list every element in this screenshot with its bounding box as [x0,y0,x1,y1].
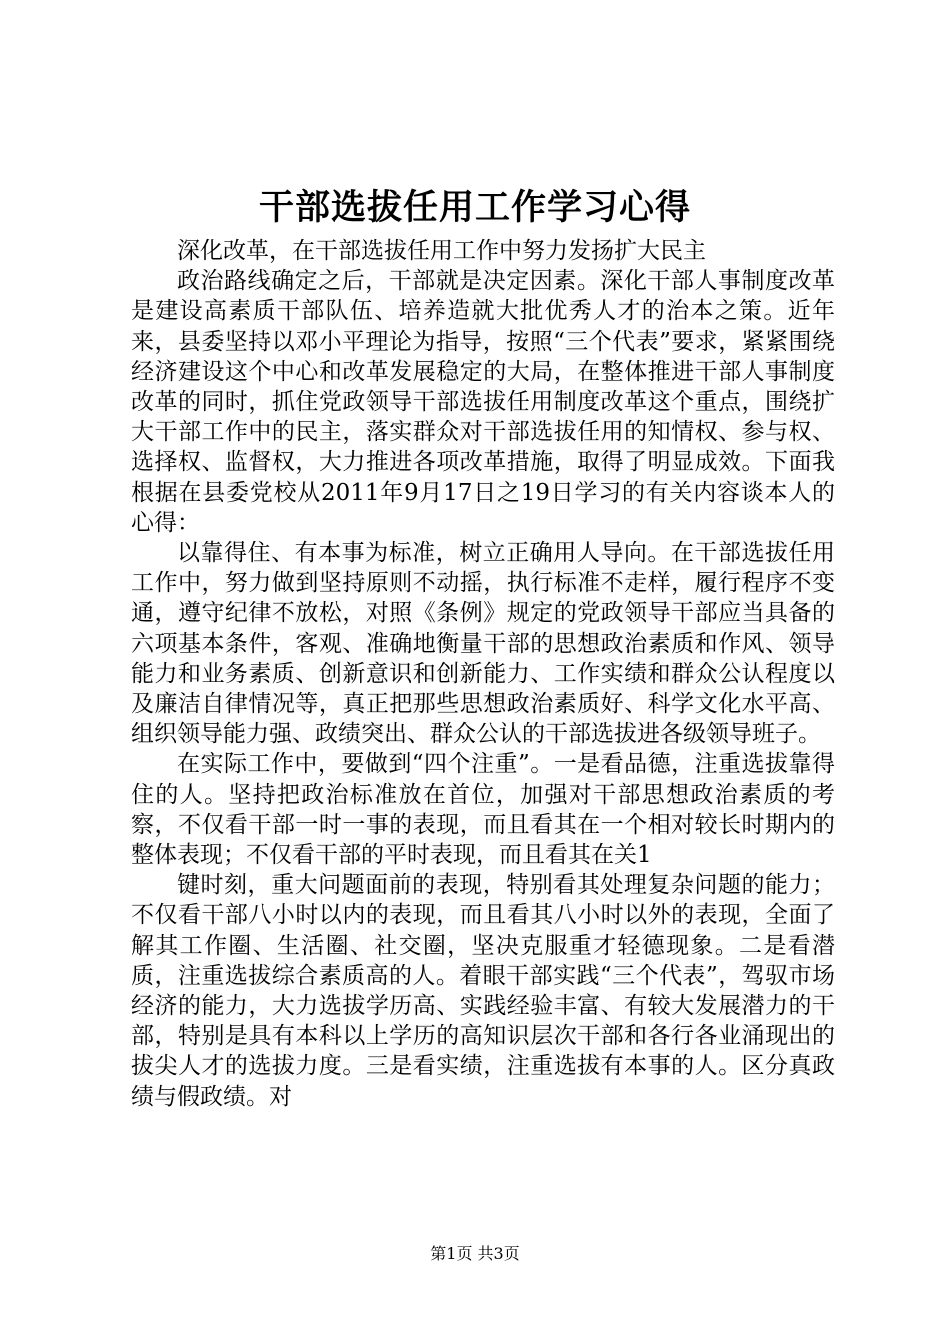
document-title: 干部选拔任用工作学习心得 [258,187,691,228]
paragraph-continuation: 键时刻，重大问题面前的表现，特别看其处理复杂问题的能力；不仅看干部八小时以内的表现，而且看其八小时以外的表现，全面了解其工作圈、生活圈、社交圈，坚决克服重才轻德现象。二是看潜质，注重选拔综合素质高的人。着眼干部实践“三个代表”，驾驭市场经济的能力，大力选拔学历高、实践经验丰富、有较大发展潜力的干部，特别是具有本科以上学历的高知识层次干部和各行各业涌现出的拔尖人才的选拔力度。三是看实绩，注重选拔有本事的人。区分真政绩与假政绩。对 [131,872,835,1110]
paragraph-subtitle: 深化改革，在干部选拔任用工作中努力发扬扩大民主 [177,238,706,264]
page-number-footer: 第1页 共3页 [430,1244,520,1263]
paragraph-intro: 政治路线确定之后，干部就是决定因素。深化干部人事制度改革是建设高素质干部队伍、培养造就大批优秀人才的治本之策。近年来，县委坚持以邓小平理论为指导，按照“三个代表”要求，紧紧围绕经济建设这个中心和改革发展稳定的大局，在整体推进干部人事制度改革的同时，抓住党政领导干部选拔任用制度改革这个重点，围绕扩大干部工作中的民主，落实群众对干部选拔任用的知情权、参与权、选择权、监督权，大力推进各项改革措施，取得了明显成效。下面我根据在县委党校从2011年9月17日之19日学习的有关内容谈本人的心得： [131,268,835,536]
paragraph-four-focus: 在实际工作中，要做到“四个注重”。一是看品德，注重选拔靠得住的人。坚持把政治标准放在首位，加强对干部思想政治素质的考察，不仅看干部一时一事的表现，而且看其在一个相对较长时期内的整体表现；不仅看干部的平时表现，而且看其在关1 [131,751,835,869]
document-body [131,236,835,1112]
paragraph-standard: 以靠得住、有本事为标准，树立正确用人导向。在干部选拔任用工作中，努力做到坚持原则不动摇，执行标准不走样，履行程序不变通，遵守纪律不放松，对照《条例》规定的党政领导干部应当具备的六项基本条件，客观、准确地衡量干部的思想政治素质和作风、领导能力和业务素质、创新意识和创新能力、工作实绩和群众公认程度以及廉洁自律情况等，真正把那些思想政治素质好、科学文化水平高、组织领导能力强、政绩突出、群众公认的干部选拔进各级领导班子。 [131,540,835,748]
